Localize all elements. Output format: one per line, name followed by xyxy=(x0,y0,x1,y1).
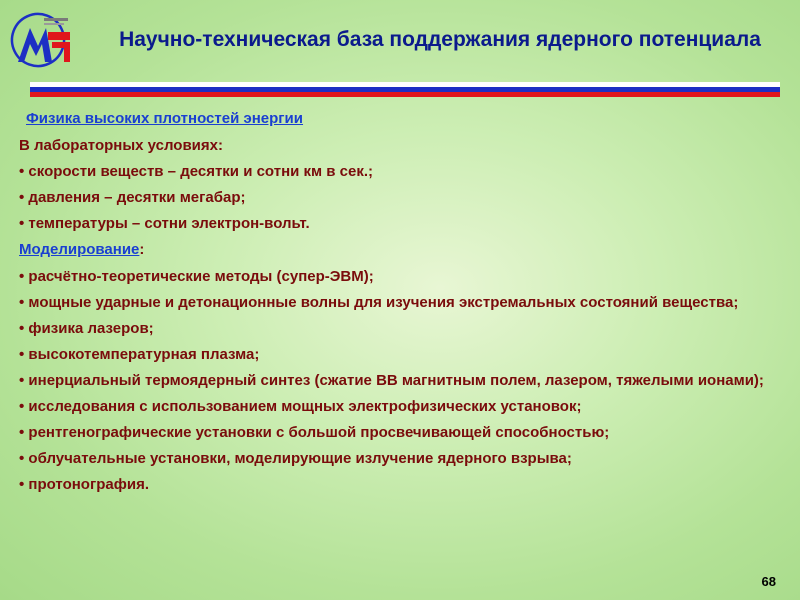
institute-logo xyxy=(8,10,76,70)
list-item: • физика лазеров; xyxy=(19,320,154,337)
russian-flag-stripe xyxy=(30,82,780,97)
list-item: • расчётно-теоретические методы (супер-ЭВМ); xyxy=(19,268,374,285)
page-title: Научно-техническая база поддержания ядерного потенциала xyxy=(119,28,761,51)
list-item: • скорости веществ – десятки и сотни км в сек.; xyxy=(19,163,374,180)
section-heading[interactable]: Физика высоких плотностей энергии xyxy=(26,110,304,127)
list-item: • исследования с использованием мощных электрофизических установок; xyxy=(19,398,582,415)
slide-content xyxy=(19,110,781,494)
list-item: • протонография. xyxy=(19,476,149,493)
modeling-heading: Моделирование: xyxy=(19,241,145,258)
list-item: • мощные ударные и детонационные волны для изучения экстремальных состояний вещества; xyxy=(19,294,739,311)
modeling-link[interactable]: Моделирование xyxy=(19,241,140,258)
page-number: 68 xyxy=(761,574,776,589)
list-item: • рентгенографические установки с большой просвечивающей способностью; xyxy=(19,424,610,441)
list-item: • инерциальный термоядерный синтез (сжатие ВВ магнитным полем, лазером, тяжелыми ионами); xyxy=(19,372,764,389)
list-item: • температуры – сотни электрон-вольт. xyxy=(19,215,310,232)
lab-heading: В лабораторных условиях: xyxy=(19,137,223,154)
list-item: • высокотемпературная плазма; xyxy=(19,346,260,363)
list-item: • облучательные установки, моделирующие излучение ядерного взрыва; xyxy=(19,450,572,467)
list-item: • давления – десятки мегабар; xyxy=(19,189,246,206)
